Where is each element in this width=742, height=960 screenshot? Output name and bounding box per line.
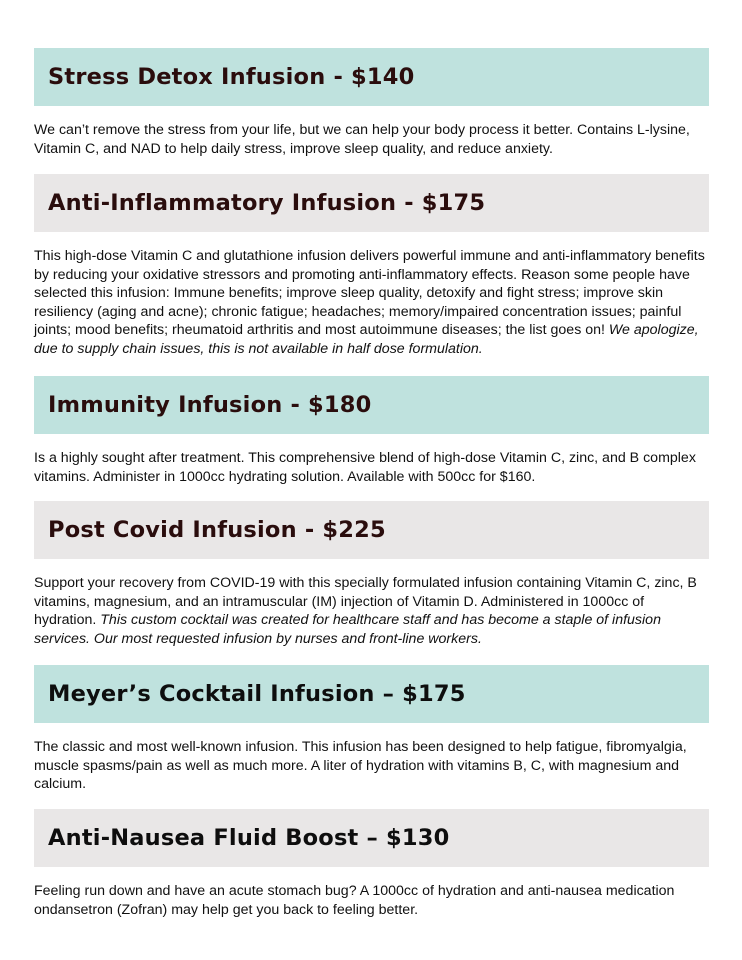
infusion-description-text: The classic and most well-known infusion. This infusion has been designed to help fatigue, fibromyalgia, muscle spasms/pain as well as much more. A liter of hydration with vitamins B, C, with magnesium and calcium. — [34, 739, 687, 793]
infusion-title: Anti-Nausea Fluid Boost – $130 — [48, 825, 450, 851]
infusion-description — [34, 738, 709, 794]
infusion-title: Post Covid Infusion - $225 — [48, 517, 386, 543]
infusion-description-text: Is a highly sought after treatment. This comprehensive blend of high-dose Vitamin C, zinc, and B complex vitamins. Administer in 1000cc hydrating solution. Available with 500cc for $160. — [34, 450, 696, 485]
infusion-title: Stress Detox Infusion - $140 — [48, 64, 415, 90]
infusion-section-stress-detox — [34, 48, 709, 158]
infusion-section-meyers-cocktail — [34, 665, 709, 794]
infusion-description — [34, 882, 709, 919]
infusion-section-anti-inflammatory — [34, 174, 709, 359]
infusion-section-post-covid — [34, 501, 709, 648]
infusion-note: We apologize, due to supply chain issues, this is not available in half dose formulation. — [34, 322, 699, 357]
infusion-heading-bar — [34, 174, 709, 232]
infusion-heading-bar — [34, 376, 709, 434]
infusion-note: This custom cocktail was created for healthcare staff and has become a staple of infusion services. Our most requested infusion by nurses and front-line workers. — [34, 612, 661, 647]
infusion-heading-bar — [34, 48, 709, 106]
infusion-title: Immunity Infusion - $180 — [48, 392, 372, 418]
infusion-description-text: We can’t remove the stress from your life, but we can help your body process it better. Contains L-lysine, Vitamin C, and NAD to help daily stress, improve sleep quality, and reduce anxiety. — [34, 122, 690, 157]
infusion-description-text: Feeling run down and have an acute stomach bug? A 1000cc of hydration and anti-nausea medication ondansetron (Zofran) may help get you back to feeling better. — [34, 883, 675, 918]
infusion-heading-bar — [34, 665, 709, 723]
infusion-section-anti-nausea — [34, 809, 709, 919]
infusion-description-text: This high-dose Vitamin C and glutathione infusion delivers powerful immune and anti-inflammatory benefits by reducing your oxidative stressors and promoting anti-inflammatory effects. Reason some people have selected this infusion: Immune benefits; improve sleep quality, detoxify and fight stress; improve skin resiliency (aging and acne); chronic fatigue; headaches; memory/impaired concentration issues; painful joints; mood benefits; rheumatoid arthritis and most autoimmune diseases; the list goes on! — [34, 248, 705, 339]
infusion-description-text: Support your recovery from COVID-19 with this specially formulated infusion containing Vitamin C, zinc, B vitamins, magnesium, and an intramuscular (IM) injection of Vitamin D. Administered in 1000cc of hydration. — [34, 575, 697, 629]
infusion-description — [34, 449, 709, 486]
infusion-title: Meyer’s Cocktail Infusion – $175 — [48, 681, 466, 707]
infusion-title: Anti-Inflammatory Infusion - $175 — [48, 190, 486, 216]
infusion-description — [34, 574, 709, 648]
infusion-section-immunity — [34, 376, 709, 486]
infusion-heading-bar — [34, 809, 709, 867]
infusion-description — [34, 247, 709, 359]
infusion-description — [34, 121, 709, 158]
infusion-heading-bar — [34, 501, 709, 559]
